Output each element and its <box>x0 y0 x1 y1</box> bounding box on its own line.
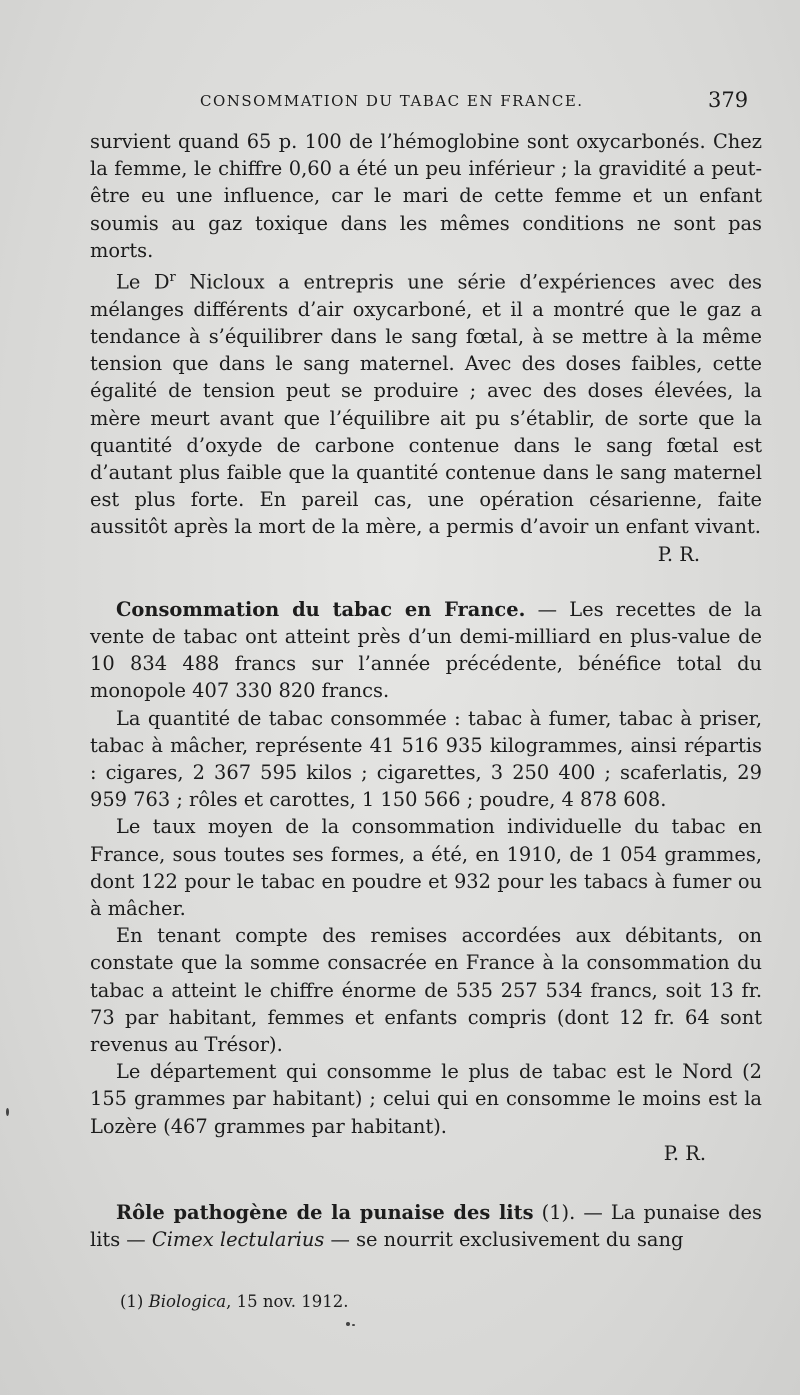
body-text <box>90 128 762 1253</box>
article3-title: Rôle pathogène de la punaise des lits <box>116 1200 534 1224</box>
article1-p2-rest: Nicloux a entrepris une série d’expériences avec des mélanges différents d’air oxycarboné, et il a montré que le gaz a tendance à s’équilibrer dans le sang fœtal, à se mettre à la même tension que dans le sang maternel. Avec des doses faibles, cette égalité de tension peut se produire ; avec des doses élevées, la mère meurt avant que l’équilibre ait pu s’établir, de sorte que la quantité d’oxyde de carbone contenue dans le sang fœtal est d’autant plus faible que la quantité contenue dans le sang maternel est plus forte. En pareil cas, une opération césarienne, faite aussitôt après la mort de la mère, a permis d’avoir un enfant vivant. <box>90 270 762 539</box>
article1-p2-prefix: Le D <box>116 270 170 294</box>
print-speck <box>6 1108 9 1116</box>
article3-p1-end: — se nourrit exclusivement du sang <box>324 1228 684 1252</box>
section-gap <box>90 568 762 596</box>
running-head: CONSOMMATION DU TABAC EN FRANCE. <box>200 92 584 110</box>
print-speck <box>346 1322 350 1326</box>
article2-paragraph-2: La quantité de tabac consommée : tabac à fumer, tabac à priser, tabac à mâcher, représente 41 516 935 kilogrammes, ainsi répartis : cigares, 2 367 595 kilos ; cigarettes, 3 250 400 ; scaferlatis, 29 959 763 ; rôles et carottes, 1 150 566 ; poudre, 4 878 608. <box>90 706 762 812</box>
article2-paragraph-5: Le département qui consomme le plus de tabac est le Nord (2 155 grammes par habitant) ; celui qui en consomme le moins est la Lozère (467 grammes par habitant). <box>90 1060 762 1138</box>
footnote <box>120 1292 348 1311</box>
article1-paragraph-1: survient quand 65 p. 100 de l’hémoglobine sont oxycarbonés. Chez la femme, le chiffre 0,60 a été un peu inférieur ; la gravidité a peut-être eu une influence, car le mari de cette femme et un enfant soumis au gaz toxique dans les mêmes conditions ne sont pas morts. <box>90 130 762 262</box>
footnote-date: , 15 nov. 1912. <box>226 1292 349 1311</box>
footnote-marker: (1) <box>120 1292 149 1311</box>
article1-signature: P. R. <box>657 542 700 566</box>
article2-p1-rest: — Les recettes de la vente de tabac ont atteint près d’un demi-milliard en plus-value de 10 834 488 francs sur l’année précédente, bénéfice total du monopole 407 330 820 francs. <box>90 597 762 703</box>
article3-note-ref: (1) <box>541 1200 570 1224</box>
article1-paragraph-2 <box>90 264 762 541</box>
article3-p1-mid: . — La punaise des lits — <box>90 1200 762 1252</box>
article3-species: Cimex lectularius <box>151 1228 325 1252</box>
page-number: 379 <box>708 88 749 112</box>
article2-paragraph-4: En tenant compte des remises accordées aux débitants, on constate que la somme consacrée en France à la consommation du tabac a atteint le chiffre énorme de 535 257 534 francs, soit 13 fr. 73 par habitant, femmes et enfants compris (dont 12 fr. 64 sont revenus au Trésor). <box>90 924 762 1056</box>
article2-paragraph-3: Le taux moyen de la consommation individuelle du tabac en France, sous toutes ses formes, a été, en 1910, de 1 054 grammes, dont 122 pour le tabac en poudre et 932 pour les tabacs à fumer ou à mâcher. <box>90 815 762 920</box>
footnote-journal: Biologica <box>148 1292 227 1311</box>
article2-title: Consommation du tabac en France. <box>116 597 526 621</box>
print-speck <box>352 1324 355 1326</box>
article1-p2-superscript: r <box>169 270 176 286</box>
article2-signature: P. R. <box>663 1141 706 1165</box>
section-gap <box>90 1167 762 1199</box>
article2-paragraph-1 <box>90 596 762 705</box>
article3-paragraph-1 <box>90 1199 762 1253</box>
